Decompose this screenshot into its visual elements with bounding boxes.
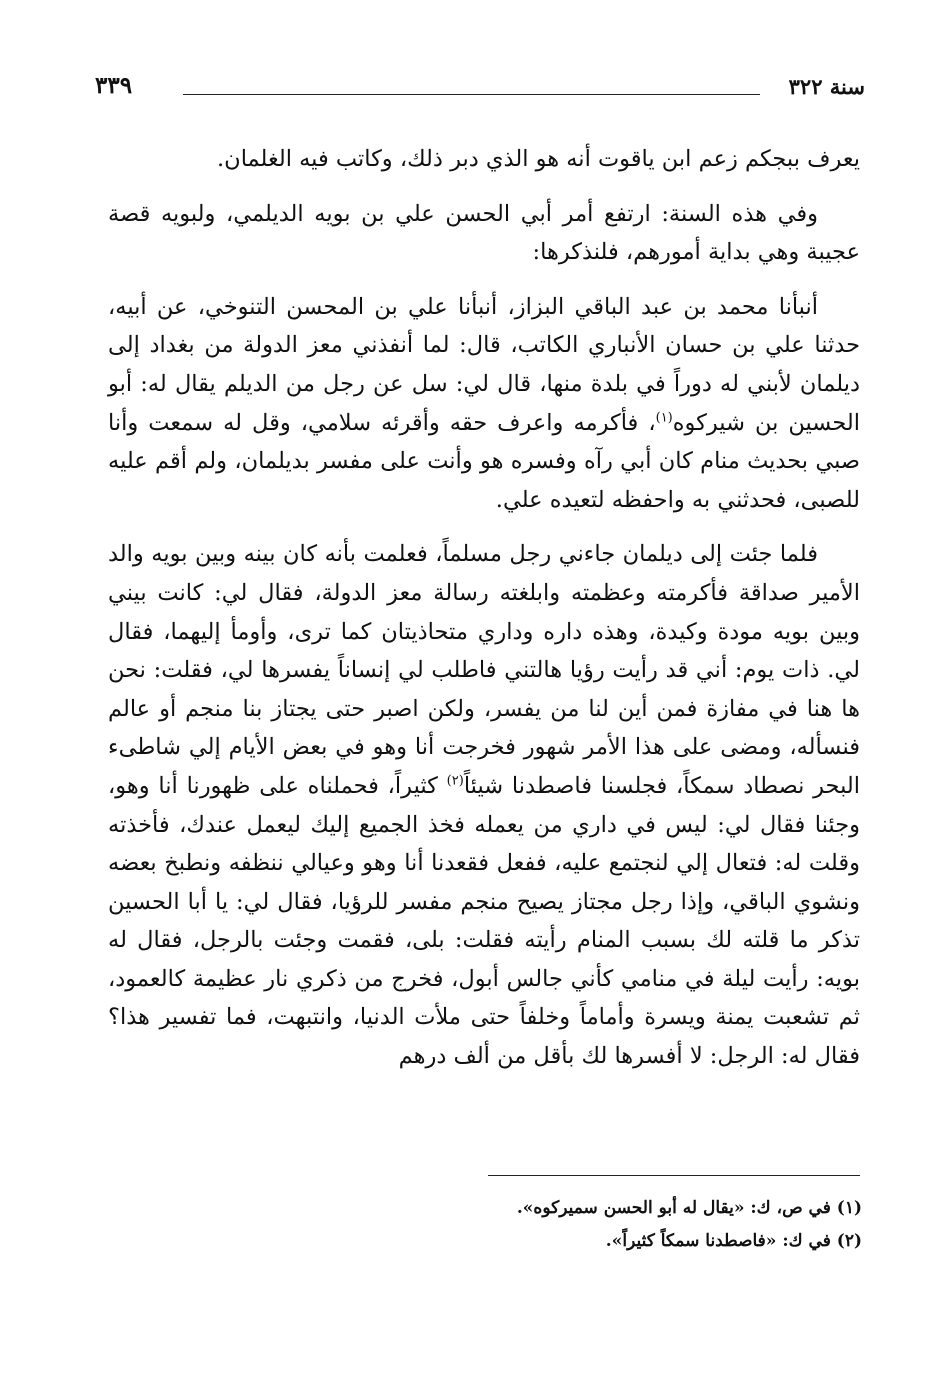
paragraph-4-text-a: فلما جئت إلى ديلمان جاءني رجل مسلماً، فعلمت بأنه كان بينه وبين بويه والد الأمير صداقة فأكرمته وعظمته وابلغته رسالة معز الدولة، فقال لي: كانت بيني وبين بويه مودة وكيدة، وهذه داره وداري متحاذيتان كما ترى، وأومأ إليهما، فقال لي. ذات يوم: أني قد رأيت رؤيا هالتني فاطلب لي إنساناً يفسرها لي، فقلت: نحن ها هنا في مفازة فمن أين لنا من يفسر، ولكن اصبر حتى يجتاز بنا منجم أو عالم فنسأله، ومضى على هذا الأمر شهور فخرجت أنا وهو في بعض الأيام إلي شاطىء البحر نصطاد سمكاً، فجلسنا فاصطدنا شيئاً: [108, 541, 860, 799]
paragraph-3: [108, 288, 860, 520]
main-text: [108, 140, 860, 1076]
paragraph-1: يعرف ببجكم زعم ابن ياقوت أنه هو الذي دبر ذلك، وكاتب فيه الغلمان.: [217, 146, 860, 172]
footnotes: [300, 1192, 862, 1258]
paragraph-3-text-b: ، فأكرمه واعرف حقه وأقرئه سلامي، وقل له سمعت وأنا صبي بحديث منام كان أبي رآه وفسره هو وأنت على مفسر بديلمان، ولم أقم عليه للصبى، فحدثني به واحفظه لتعيده علي.: [108, 409, 860, 513]
page-number: ٣٣٩: [95, 72, 133, 99]
paragraph-4: [108, 535, 860, 1075]
header-year-label: سنة ٣٢٢: [788, 74, 865, 99]
header-rule: [183, 94, 760, 95]
running-header: [95, 70, 865, 110]
paragraph-4-text-b: كثيراً، فحملناه على ظهورنا أنا وهو، وجئنا فقال لي: ليس في داري من يعمله فخذ الجميع إليك ليعمل عندك، فأخذته وقلت له: فتعال إلي لنجتمع عليه، ففعل فقعدنا أنا وهو وعيالي ننظفه ونطبخ بعضه ونشوي الباقي، وإذا رجل مجتاز يصيح منجم مفسر للرؤيا، فقال لي: يا أبا الحسين تذكر ما قلته لك بسبب المنام رأيته فقلت: بلى، فقمت وجئت بالرجل، فقال له بويه: رأيت ليلة في منامي كأني جالس أبول، فخرج من ذكري نار عظيمة كالعمود، ثم تشعبت يمنة ويسرة وأماماً وخلفاً حتى ملأت الدنيا، وانتبهت، فما تفسير هذا؟ فقال له: الرجل: لا أفسرها لك بأقل من ألف درهم: [108, 772, 860, 1070]
footnote-ref-2: (٢): [446, 773, 464, 789]
footnote-rule: [488, 1175, 860, 1176]
paragraph-3-text-a: أنبأنا محمد بن عبد الباقي البزاز، أنبأنا علي بن المحسن التنوخي، عن أبيه، حدثنا علي بن حسان الأنباري الكاتب، قال: لما أنفذني معز الدولة من بغداد إلى ديلمان لأبني له دوراً في بلدة منها، قال لي: سل عن رجل من الديلم يقال له: أبو الحسين بن شيركوه: [108, 293, 860, 436]
paragraph-2: وفي هذه السنة: ارتفع أمر أبي الحسن علي بن بويه الديلمي، ولبويه قصة عجيبة وهي بداية أمورهم، فلنذكرها:: [108, 200, 860, 266]
footnote-ref-1: (١): [655, 410, 673, 426]
footnote-1: (١) في ص، ك: «يقال له أبو الحسن سميركوه».: [516, 1198, 862, 1218]
footnote-2: (٢) في ك: «فاصطدنا سمكاً كثيراً».: [605, 1231, 862, 1251]
